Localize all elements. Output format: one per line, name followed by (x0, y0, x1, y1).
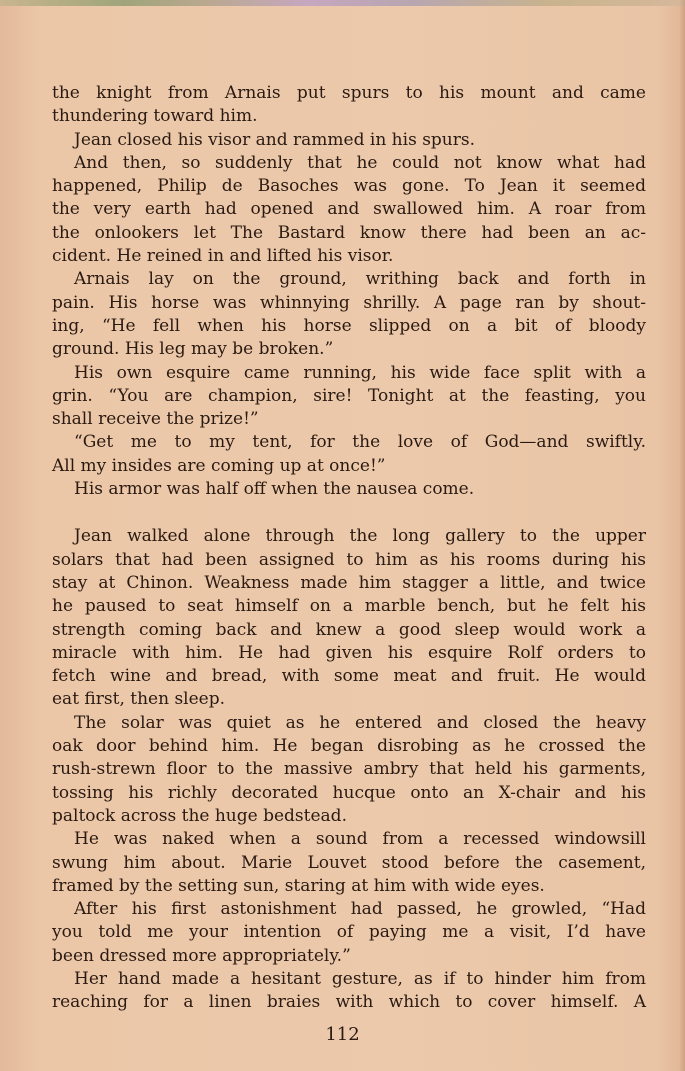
text-line: Arnais lay on the ground, writhing back and forth in (74, 269, 646, 290)
text-line: happened, Philip de Basoches was gone. To Jean it seemed (52, 176, 646, 197)
text-line: you told me your intention of paying me a visit, I’d have (52, 922, 646, 943)
text-line: Jean closed his visor and rammed in his spurs. (74, 129, 476, 150)
text-line: framed by the setting sun, staring at him with wide eyes. (52, 875, 545, 896)
text-line: eat first, then sleep. (52, 689, 226, 710)
text-line: grin. “You are champion, sire! Tonight at the feasting, you (52, 385, 646, 406)
page-top-edge (0, 0, 685, 6)
text-line: He was naked when a sound from a recessed windowsill (74, 829, 646, 850)
text-line: he paused to seat himself on a marble bench, but he felt his (52, 596, 646, 617)
text-line: After his first astonishment had passed, he growled, “Had (74, 899, 646, 920)
body-text (52, 82, 646, 1015)
text-line: tossing his richly decorated hucque onto an X-chair and his (52, 782, 646, 803)
text-line: swung him about. Marie Louvet stood before the casement, (52, 852, 646, 873)
text-line: been dressed more appropriately.” (52, 945, 351, 966)
text-line: the onlookers let The Bastard know there had been an ac- (52, 222, 646, 243)
page-right-edge (679, 0, 685, 1071)
text-line: reaching for a linen braies with which to cover himself. A (52, 992, 646, 1013)
text-line: rush-strewn floor to the massive ambry that held his garments, (52, 759, 646, 780)
text-line: His own esquire came running, his wide face split with a (74, 362, 646, 383)
text-line: pain. His horse was whinnying shrilly. A page ran by shout- (52, 292, 646, 313)
text-line: Jean walked alone through the long gallery to the upper (74, 526, 646, 547)
text-line: stay at Chinon. Weakness made him stagger a little, and twice (52, 572, 646, 593)
text-line: shall receive the prize!” (52, 409, 259, 430)
text-line: His armor was half off when the nausea come. (74, 479, 475, 500)
text-line: fetch wine and bread, with some meat and fruit. He would (52, 666, 646, 687)
text-line: solars that had been assigned to him as his rooms during his (52, 549, 646, 570)
text-line: “Get me to my tent, for the love of God—and swiftly. (74, 432, 646, 453)
text-line: The solar was quiet as he entered and closed the heavy (74, 712, 646, 733)
text-line: thundering toward him. (52, 106, 258, 127)
text-line: ing, “He fell when his horse slipped on a bit of bloody (52, 315, 646, 336)
text-line: the knight from Arnais put spurs to his mount and came (52, 83, 646, 103)
text-line: the very earth had opened and swallowed him. A roar from (52, 199, 646, 220)
text-line: ground. His leg may be broken.” (52, 339, 334, 360)
text-line: paltock across the huge bedstead. (52, 805, 347, 826)
text-line: cident. He reined in and lifted his visor. (52, 246, 394, 267)
text-line: All my insides are coming up at once!” (52, 455, 386, 476)
text-line: Her hand made a hesitant gesture, as if to hinder him from (74, 968, 646, 989)
text-line: miracle with him. He had given his esquire Rolf orders to (52, 642, 646, 663)
section-break (52, 501, 646, 525)
text-line: strength coming back and knew a good sleep would work a (52, 619, 646, 640)
page-number: 112 (325, 1024, 360, 1045)
text-line: oak door behind him. He began disrobing as he crossed the (52, 736, 646, 757)
text-line: And then, so suddenly that he could not know what had (74, 152, 646, 173)
